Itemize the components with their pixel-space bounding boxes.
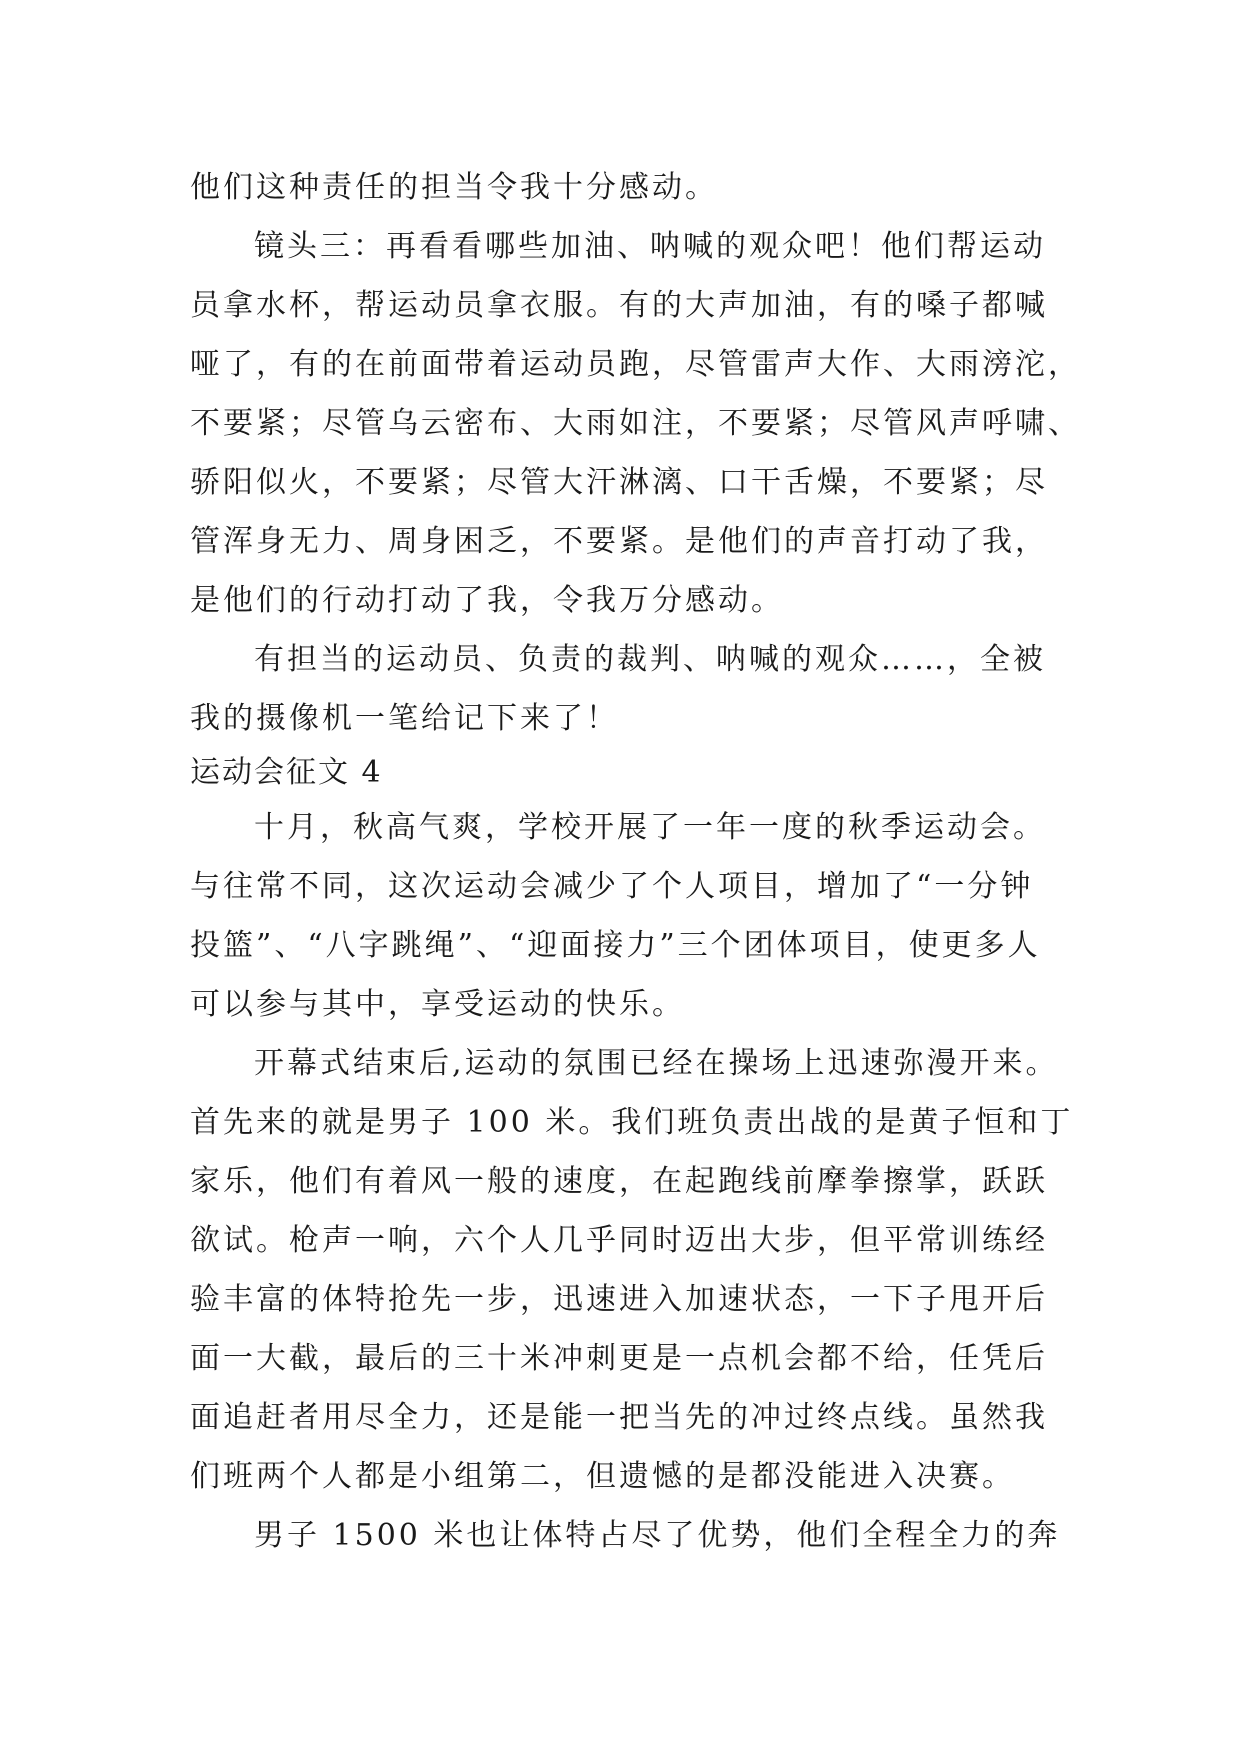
text-line: 们班两个人都是小组第二，但遗憾的是都没能进入决赛。 [190, 1459, 1015, 1494]
text-line: 可以参与其中，享受运动的快乐。 [190, 987, 685, 1022]
text-line: 镜头三：再看看哪些加油、呐喊的观众吧！他们帮运动 [254, 229, 1046, 264]
text-line: 十月，秋高气爽，学校开展了一年一度的秋季运动会。 [254, 810, 1046, 845]
text-line: 不要紧；尽管乌云密布、大雨如注，不要紧；尽管风声呼啸、 [190, 406, 1081, 441]
text-line: 是他们的行动打动了我，令我万分感动。 [190, 583, 784, 618]
text-line: 男子 1500 米也让体特占尽了优势，他们全程全力的奔 [254, 1518, 1061, 1553]
text-line: 开幕式结束后,运动的氛围已经在操场上迅速弥漫开来。 [254, 1046, 1059, 1081]
text-line: 面一大截，最后的三十米冲刺更是一点机会都不给，任凭后 [190, 1341, 1048, 1376]
text-line: 验丰富的体特抢先一步，迅速进入加速状态，一下子甩开后 [190, 1282, 1048, 1317]
text-line: 投篮”、“八字跳绳”、“迎面接力”三个团体项目，使更多人 [190, 928, 1041, 963]
text-line: 欲试。枪声一响，六个人几乎同时迈出大步，但平常训练经 [190, 1223, 1048, 1258]
text-line: 管浑身无力、周身困乏，不要紧。是他们的声音打动了我， [190, 524, 1048, 559]
document-body [190, 158, 1081, 1565]
text-line: 他们这种责任的担当令我十分感动。 [190, 170, 718, 205]
text-line: 首先来的就是男子 100 米。我们班负责出战的是黄子恒和丁 [190, 1105, 1074, 1140]
section-heading: 运动会征文 4 [190, 755, 383, 790]
text-line: 家乐，他们有着风一般的速度，在起跑线前摩拳擦掌，跃跃 [190, 1164, 1048, 1199]
text-line: 骄阳似火，不要紧；尽管大汗淋漓、口干舌燥，不要紧；尽 [190, 465, 1048, 500]
text-line: 员拿水杯，帮运动员拿衣服。有的大声加油，有的嗓子都喊 [190, 288, 1048, 323]
text-line: 面追赶者用尽全力，还是能一把当先的冲过终点线。虽然我 [190, 1400, 1048, 1435]
text-line: 我的摄像机一笔给记下来了！ [190, 701, 619, 736]
text-line: 哑了，有的在前面带着运动员跑，尽管雷声大作、大雨滂沱， [190, 347, 1081, 382]
text-line: 有担当的运动员、负责的裁判、呐喊的观众……，全被 [254, 642, 1046, 677]
text-line: 与往常不同，这次运动会减少了个人项目，增加了“一分钟 [190, 869, 1034, 904]
